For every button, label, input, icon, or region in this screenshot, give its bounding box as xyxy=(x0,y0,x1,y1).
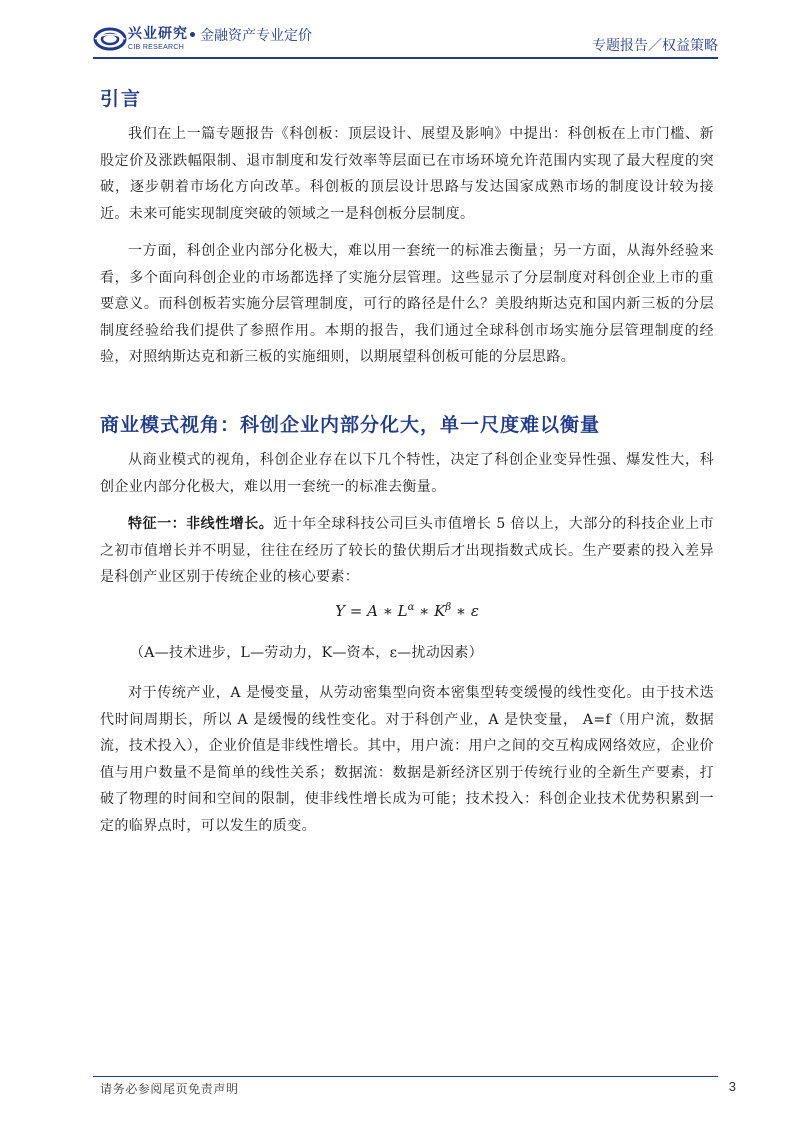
section-paragraph-3 xyxy=(100,680,714,839)
paragraph-text xyxy=(100,511,714,591)
header-slogan: 金融资产专业定价 xyxy=(200,28,312,44)
header-divider xyxy=(93,57,718,59)
separator-dot xyxy=(190,32,195,37)
intro-heading: 引言 xyxy=(100,88,143,110)
page-header xyxy=(0,0,800,62)
feature-one-paragraph xyxy=(100,511,714,591)
report-type: 专题报告／权益策略 xyxy=(592,38,718,54)
section-paragraph-1 xyxy=(100,447,714,500)
cib-logo-icon xyxy=(93,26,127,52)
formula-exponent: β xyxy=(445,602,452,613)
paragraph-text: 从商业模式的视角，科创企业存在以下几个特性，决定了科创企业变异性强、爆发性大，科创企业内部分化极大，难以用一套统一的标准去衡量。 xyxy=(100,452,714,495)
section-heading: 商业模式视角：科创企业内部分化大，单一尺度难以衡量 xyxy=(100,414,601,436)
formula-part: Y = A ∗ L xyxy=(335,602,408,620)
formula-part: ∗ ε xyxy=(451,602,479,620)
paragraph-text: 一方面，科创企业内部分化极大，难以用一套统一的标准去衡量；另一方面，从海外经验来看，多个面向科创企业的市场都选择了实施分层管理。这些显示了分层制度对科创企业上市的重要意义。而科创板若实施分层管理制度，可行的路径是什么？美股纳斯达克和国内新三板的分层制度经验给我们提供了参照作用。本期的报告，我们通过全球科创市场实施分层管理制度的经验，对照纳斯达克和新三板的实施细则，以期展望科创板可能的分层思路。 xyxy=(100,243,714,365)
formula-exponent: α xyxy=(407,602,415,613)
brand-name-cn: 兴业研究 xyxy=(128,26,188,42)
page-number: 3 xyxy=(728,1079,736,1094)
feature-text: 近十年全球科技公司巨头市值增长 5 倍以上，大部分的科技企业上市之初市值增长并不明显，往往在经历了较长的蛰伏期后才出现指数式成长。生产要素的投入差异是科创产业区别于传统企业的核心要素： xyxy=(100,516,715,585)
production-function-formula xyxy=(100,602,714,620)
intro-paragraph-2 xyxy=(100,238,714,371)
footer-disclaimer: 请务必参阅尾页免责声明 xyxy=(100,1082,239,1096)
intro-paragraph-1 xyxy=(100,121,714,227)
brand-name-en: CIB RESEARCH xyxy=(128,44,185,51)
paragraph-text: 对于传统产业，A 是慢变量，从劳动密集型向资本密集型转变缓慢的线性变化。由于技术迭代时间周期长，所以 A 是缓慢的线性变化。对于科创产业，A 是快变量， A=f（用户流，数据流，技术投入），企业价值是非线性增长。其中，用户流：用户之间的交互构成网络效应，企业价值与用户数量不是简单的线性关系；数据流：数据是新经济区别于传统行业的全新生产要素，打破了物理的时间和空间的限制，使非线性增长成为可能；技术投入：科创企业技术优势积累到一定的临界点时，可以发生的质变。 xyxy=(100,685,714,834)
paragraph-text: 我们在上一篇专题报告《科创板：顶层设计、展望及影响》中提出：科创板在上市门槛、新股定价及涨跌幅限制、退市制度和发行效率等层面已在市场环境允许范围内实现了最大程度的突破，逐步朝着市场化方向改革。科创板的顶层设计思路与发达国家成熟市场的制度设计较为接近。未来可能实现制度突破的领域之一是科创板分层制度。 xyxy=(100,126,714,222)
formula-part: ∗ K xyxy=(414,602,446,620)
feature-label: 特征一：非线性增长。 xyxy=(128,516,274,532)
footer-divider xyxy=(93,1076,718,1077)
formula-legend: （A—技术进步，L—劳动力，K—资本，ε—扰动因素） xyxy=(130,645,483,661)
